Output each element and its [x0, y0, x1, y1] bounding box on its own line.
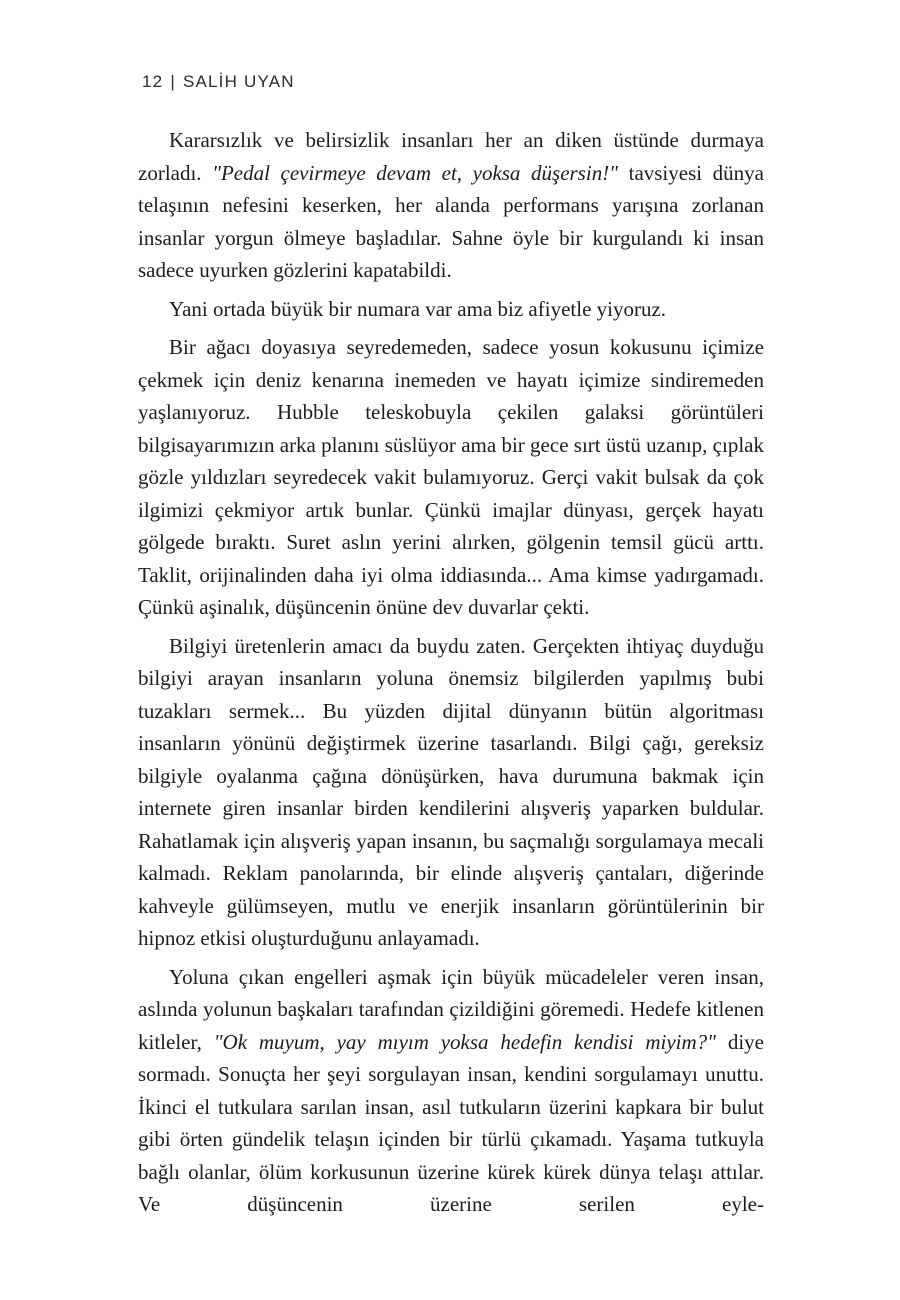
running-head	[142, 72, 295, 92]
text-run: Bilgiyi üretenlerin amacı da buydu zaten. Gerçekten ihtiyaç duyduğu bilgiyi arayan insanların yoluna önemsiz bilgilerden yapılmış bubi tuzakları sermek... Bu yüzden dijital dünyanın bütün algoritması insanların yönünü değiştirmek üzerine tasarlandı. Bilgi çağı, gereksiz bilgiyle oyalanma çağına dönüşürken, hava durumuna bakmak için internete giren insanlar birden kendilerini alışveriş yaparken buldular. Rahatlamak için alışveriş yapan insanın, bu saçmalığı sorgulamaya mecali kalmadı. Reklam panolarında, bir elinde alışveriş çantaları, diğerinde kahveyle gülümseyen, mutlu ve enerjik insanların görüntülerinin bir hipnoz etkisi oluşturduğunu anlayamadı.	[138, 633, 764, 950]
paragraph	[138, 124, 764, 287]
header-separator: |	[170, 72, 176, 91]
text-run: Yani ortada büyük bir numara var ama biz afiyetle yiyoruz.	[169, 296, 667, 321]
text-run: tavsiyesi dünya telaşının nefesini keserken, her alanda performans yarışına zorlanan insanlar yorgun ölmeye başladılar. Sahne öyle bir kurgulandı ki insan sadece uyurken gözlerini kapatabildi.	[138, 160, 765, 282]
paragraph	[138, 961, 764, 1221]
body-text	[138, 124, 764, 1227]
paragraph	[138, 331, 764, 624]
paragraph	[138, 293, 764, 326]
text-run: diye sormadı. Sonuçta her şeyi sorgulayan insan, kendini sorgulamayı unuttu. İkinci el tutkulara sarılan insan, asıl tutkuların üzerini kapkara bir bulut gibi örten gündelik telaşın içinden bir türlü çıkamadı. Yaşama tutkuyla bağlı olanlar, ölüm korkusunun üzerine kürek kürek dünya telaşı attılar. Ve düşüncenin üzerine serilen eyle-	[138, 1029, 764, 1216]
author-name: SALİH UYAN	[182, 72, 295, 91]
text-run: Yoluna çıkan engelleri aşmak için büyük mücadeleler veren insan, aslında yolunun başkaları tarafından çizildiğini göremedi. Hedefe kitlenen kitleler,	[138, 964, 764, 1054]
text-run: Bir ağacı doyasıya seyredemeden, sadece yosun kokusunu içimize çekmek için deniz kenarına inemeden ve hayatı içimize sindiremeden yaşlanıyoruz. Hubble teleskobuyla çekilen galaksi görüntüleri bilgisayarımızın arka planını süslüyor ama bir gece sırt üstü uzanıp, çıplak gözle yıldızları seyredecek vakit bulamıyoruz. Gerçi vakit bulsak da çok ilgimizi çekmiyor artık bunlar. Çünkü imajlar dünyası, gerçek hayatı gölgede bıraktı. Suret aslın yerini alırken, gölgenin temsil gücü arttı. Taklit, orijinalinden daha iyi olma iddiasında... Ama kimse yadırgamadı. Çünkü aşinalık, düşüncenin önüne dev duvarlar çekti.	[138, 335, 764, 619]
italic-quote: "Ok muyum, yay mıyım yoksa hedefin kendisi miyim?"	[213, 1029, 716, 1054]
paragraph	[138, 630, 764, 955]
text-run: Kararsızlık ve belirsizlik insanları her an diken üstünde durmaya zorladı.	[138, 128, 764, 185]
page-number: 12	[142, 72, 164, 91]
italic-quote: "Pedal çevirmeye devam et, yoksa düşersin!"	[212, 160, 619, 185]
